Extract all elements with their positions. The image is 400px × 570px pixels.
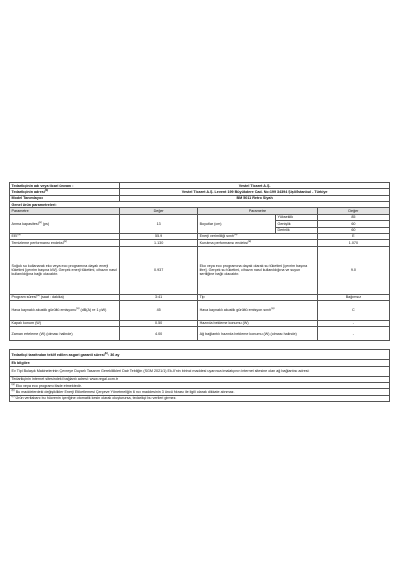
extra-info-text-1: Ev Tipi Bulaşık Makinelerinin Çevreye Duyarlı Tasarım Gereklilikleri Dair Tebliğin (SGM 2021/1) Ek-II'nin birinci maddesi uyarınca imalatçının internet sitesine olan ağ bağlantısı adresi: <box>10 366 390 376</box>
cleaning-index-label: Temizleme performansı endeksi$^{(a)}$ <box>10 240 120 246</box>
energy-consumption-label: Soğuk su kullanarak eko veya eco programına dayalı enerji tüketimi [çevrim başına kW]. Gerçek enerji tüketimi, cihazın nasıl kullanıldığına bağlı olacaktır. <box>10 246 120 294</box>
col-header-value: Değer <box>120 208 198 214</box>
off-mode-label: Kapalı konum (W) <box>10 320 120 326</box>
supplier-name-value: Vestel Ticaret A.Ş. <box>120 183 390 189</box>
noise-emission-label: Hava kaynaklı akustik gürültü emisyonu$^{(a)}$ (dB(A) re 1 pW) <box>10 300 120 320</box>
capacity-value: 13 <box>120 214 198 233</box>
general-parameters-table <box>9 208 390 341</box>
col-header-value-2: Değer <box>317 208 389 214</box>
drying-index-label: Kurutma performansı endeksi$^{(a)}$ <box>198 240 318 246</box>
energy-consumption-value: 0.937 <box>120 246 198 294</box>
depth-label: Derinlik <box>275 227 317 233</box>
supplier-address-label: Tedarikçinin adresi$^{(b)}$ <box>10 189 120 195</box>
extra-info-title: Ek bilgiler: <box>10 360 390 366</box>
noise-class-value: C <box>317 300 389 320</box>
col-header-param-2: Parametre <box>198 208 318 214</box>
delay-start-label: Zaman erteleme (W) (olması halinde) <box>10 327 120 341</box>
capacity-label: Anma kapasitesi$^{(a)}$ (ps) <box>10 214 120 233</box>
eei-label: EEI$^{(a)}$ <box>10 233 120 239</box>
extra-info-text-2: Tedarikçinin internet sitesindeki bağlantı adresi: www.regal.com.tr <box>10 376 390 382</box>
width-label: Genişlik <box>275 221 317 227</box>
water-consumption-value: 9.0 <box>317 246 389 294</box>
networked-standby-label: Ağ bağlantılı hazırda bekleme konumu (W) (olması halinde) <box>198 327 318 341</box>
supplier-address-value: Vestel Ticaret A.Ş. Levent 199 Büyükdere Cad. No:199 34394 Şişli/İstanbul - Türkiye <box>120 189 390 195</box>
program-duration-value: 3:41 <box>120 294 198 300</box>
footnote-a: $^{(a)}$ Eko veya eco programı ifade etmektedir. <box>10 383 390 389</box>
supplier-name-label: Tedarikçinin adı veya ticari ünvanı : <box>10 183 120 189</box>
product-information-sheet <box>9 182 390 402</box>
type-label: Tip <box>198 294 318 300</box>
type-value: Bağımsız <box>317 294 389 300</box>
height-label: Yükseklik <box>275 214 317 220</box>
water-consumption-label: Eko veya eco programına dayalı olarak su tüketimi [çevrim başına litre]. Gerçek su tüketimi, cihazın nasıl kullanıldığına ve suyun sertliğine bağlı olacaktır. <box>198 246 318 294</box>
footnote-b: $^{(b)}$ Bu maddelerdeki değişiklikler Enerji Etiketlemesi Çerçeve Yönetmeliğin 6 ncı maddesinin 3 üncü fıkrası ile ilgili olarak dikkate alınmaz. <box>10 389 390 395</box>
supplier-table <box>9 182 390 208</box>
off-mode-value: 0.50 <box>120 320 198 326</box>
networked-standby-value: - <box>317 327 389 341</box>
program-duration-label: Program süresi$^{(a)}$ (saat : dakika) <box>10 294 120 300</box>
model-value: BM 5011 Retro Siyah <box>120 195 390 201</box>
noise-emission-value: 45 <box>120 300 198 320</box>
col-header-param: Parametre <box>10 208 120 214</box>
warranty-row: Tedarikçi tarafından teklif edilen asgari garanti süresi$^{(b)}$: 36 ay <box>10 350 390 360</box>
width-value: 60 <box>317 221 389 227</box>
cleaning-index-value: 1.130 <box>120 240 198 246</box>
standby-label: Hazırda bekleme konumu (W) <box>198 320 318 326</box>
depth-value: 60 <box>317 227 389 233</box>
general-section-title: Genel ürün parametreleri: <box>10 202 390 208</box>
dimensions-label: Boyutlar (cm) <box>198 214 276 233</box>
noise-class-label: Hava kaynaklı akustik gürültü emisyon sınıfı$^{(a)}$ <box>198 300 318 320</box>
model-label: Model Tanımlayıcı <box>10 195 120 201</box>
energy-class-label: Enerji verimliliği sınıfı$^{(a)}$ <box>198 233 318 239</box>
drying-index-value: 1.070 <box>317 240 389 246</box>
warranty-table <box>9 349 390 402</box>
eei-value: 55.9 <box>120 233 198 239</box>
footnote-c: $^{(c)}$ Ürün verilabanı bu hücrenin içeriğine otomatik kesin olarak oluşturursa, tedarikçi bu verileri girmez. <box>10 395 390 401</box>
energy-class-value: E <box>317 233 389 239</box>
height-value: 85 <box>317 214 389 220</box>
standby-value: - <box>317 320 389 326</box>
delay-start-value: 4.00 <box>120 327 198 341</box>
